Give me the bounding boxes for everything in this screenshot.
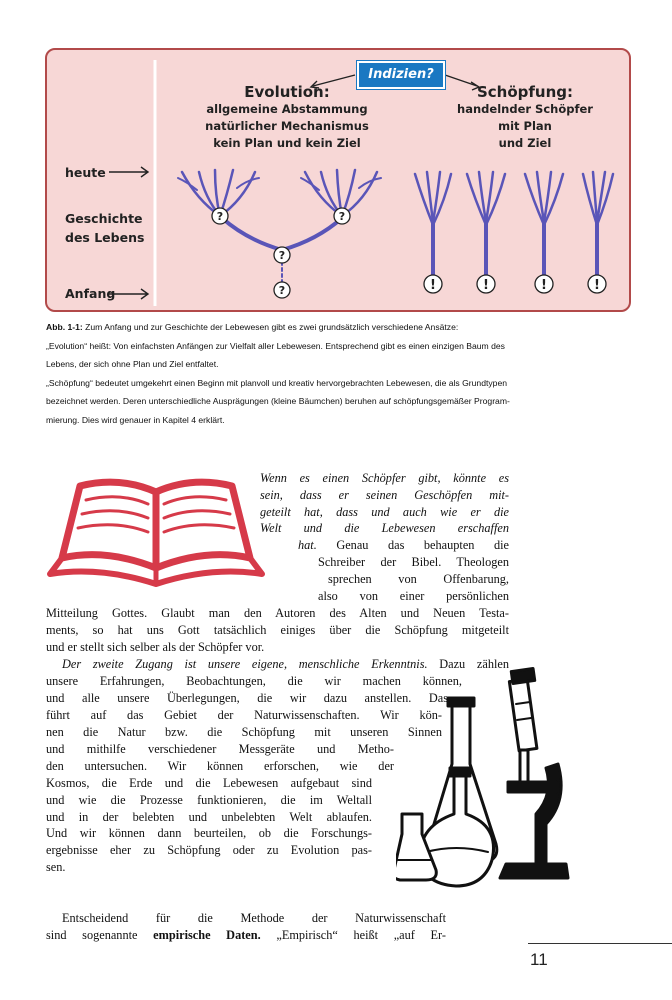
- text-line: [46, 927, 446, 944]
- page-number: 11: [530, 950, 548, 969]
- evolution-tree: [178, 170, 381, 285]
- text-line: Kosmos, die Erde und die Lebewesen aufgebaut sind: [46, 776, 372, 790]
- text-line: sprechen von Offenbarung,: [328, 572, 509, 586]
- figure-panel: [45, 48, 631, 312]
- paragraph-1-top: [260, 470, 509, 537]
- caption-line: Zum Anfang und zur Geschichte der Lebewesen gibt es zwei grundsätzlich verschiedene Ansätze:: [85, 322, 459, 332]
- exclamation-markers: [424, 275, 606, 293]
- text-line: ments, so hat uns Gott tatsächlich einiges über die Schöpfung mitgeteilt: [46, 622, 509, 637]
- creation-tree-4: [583, 172, 613, 275]
- paragraph-3: [46, 910, 446, 944]
- text-line: Welt und die Lebewesen erschaffen: [260, 521, 509, 536]
- exclamation-mark: !: [483, 278, 489, 293]
- text-line: und wie die Prozesse funktionieren, die im Weltall: [46, 792, 372, 807]
- indizien-badge: Indizien?: [357, 61, 445, 89]
- creation-tree-3: [525, 172, 563, 275]
- figure-caption: [46, 318, 636, 429]
- caption-label: Abb. 1-1:: [46, 322, 83, 332]
- caption-line: Lebens, der sich ohne Plan und Ziel entfaltet.: [46, 359, 219, 369]
- caption-line: bezeichnet werden. Deren unterschiedliche Ausprägungen (kleine Bäumchen) beruhen auf schöpfungsgemäßer Program-: [46, 396, 510, 406]
- schoepfung-line: mit Plan: [498, 119, 552, 133]
- text-line: unsere Erfahrungen, Beobachtungen, die wir machen können,: [46, 674, 462, 688]
- laboratory-icon: [396, 664, 574, 896]
- schoepfung-line: handelnder Schöpfer: [457, 102, 593, 116]
- schoepfung-block: [445, 83, 605, 152]
- text-line: und alle unsere Überlegungen, die wir dazu anstellen. Das: [46, 691, 448, 705]
- text-line: also von einer persönlichen: [318, 589, 509, 603]
- text-line: und in der belebten und unbelebten Welt ablaufen.: [46, 809, 372, 824]
- schoepfung-title: Schöpfung:: [476, 83, 574, 101]
- creation-tree-1: [415, 172, 451, 275]
- text-line: nen die Natur bzw. die Schöpfung mit unseren Sinnen: [46, 724, 442, 739]
- label-heute: heute: [65, 165, 106, 180]
- caption-line: „Evolution“ heißt: Von einfachsten Anfängen zur Vielfalt aller Lebewesen. Entsprechend gibt es einen einzigen Baum des: [46, 340, 505, 351]
- text-line: sein, dass er seinen Geschöpfen mit-: [260, 487, 509, 502]
- paragraph-2-d: [46, 741, 394, 775]
- evolution-line: natürlicher Mechanismus: [205, 119, 369, 133]
- text-italic: Der zweite Zugang ist unsere eigene, menschliche Erkenntnis.: [62, 657, 428, 671]
- exclamation-mark: !: [541, 278, 547, 293]
- creation-tree-2: [467, 172, 505, 275]
- question-mark: ?: [278, 284, 286, 297]
- schoepfung-line: und Ziel: [498, 136, 552, 150]
- text-line: den untersuchen. Wir können erforschen, wie der: [46, 758, 394, 773]
- text-line: Und wir können dann beurteilen, ob die Forschungs-: [46, 826, 372, 841]
- heute-arrow: [109, 167, 148, 177]
- page-rule: [528, 943, 672, 944]
- text-line: Wenn es einen Schöpfer gibt, könnte es: [260, 471, 509, 485]
- text-italic: hat.: [298, 538, 317, 552]
- text-bold: empirische Daten.: [153, 927, 261, 942]
- text-line: Entscheidend für die Methode der Naturwissenschaft: [62, 911, 446, 925]
- paragraph-1-mid4: [318, 588, 509, 605]
- text-run: „Empirisch“ heißt „auf Er-: [276, 927, 446, 942]
- label-geschichte: [65, 209, 144, 247]
- text-run: Genau das behaupten die: [336, 538, 510, 552]
- exclamation-mark: !: [594, 278, 600, 293]
- exclamation-mark: !: [430, 278, 436, 293]
- text-line: ergebnisse eher zu Schöpfung oder zu Evolution pas-: [46, 843, 372, 858]
- text-line: und mithilfe verschiedener Messgeräte und Metho-: [46, 742, 394, 756]
- paragraph-2-c: [46, 707, 442, 741]
- text-line: Mitteilung Gottes. Glaubt man den Autoren des Alten und Neuen Testa-: [46, 606, 509, 620]
- label-anfang: Anfang: [65, 286, 116, 301]
- question-mark: ?: [278, 249, 286, 262]
- evolution-title: Evolution:: [244, 83, 330, 101]
- bible-icon: [40, 470, 272, 600]
- evolution-line: allgemeine Abstammung: [206, 102, 368, 116]
- question-mark: ?: [338, 210, 346, 223]
- text-run: Dazu zählen: [439, 657, 509, 671]
- paragraph-1-mid: [298, 537, 509, 554]
- caption-line: „Schöpfung“ bedeutet umgekehrt einen Beginn mit planvoll und kreativ hervorgebrachten Lebewesen, die als Grundtypen: [46, 377, 508, 388]
- question-markers: [212, 208, 350, 298]
- text-line: [298, 537, 509, 554]
- evolution-line: kein Plan und kein Ziel: [213, 136, 361, 150]
- paragraph-1-mid3: [328, 571, 509, 588]
- evolution-block: [192, 83, 382, 152]
- label-geschichte-1: Geschichte: [65, 211, 143, 226]
- microscope-icon: [500, 669, 568, 878]
- caption-line: mierung. Dies wird genauer in Kapitel 4 erklärt.: [46, 414, 225, 425]
- text-line: sen.: [46, 859, 66, 874]
- paragraph-1-mid2: [318, 554, 509, 571]
- paragraph-2-b: [46, 690, 448, 707]
- text-line: und er stellt sich selber als der Schöpfer vor.: [46, 639, 265, 654]
- text-line: Schreiber der Bibel. Theologen: [318, 555, 509, 569]
- paragraph-1-bottom: [46, 605, 509, 655]
- paragraph-2-e: [46, 775, 372, 876]
- text-line: geteilt hat, dass und auch wie er die: [260, 504, 509, 519]
- question-mark: ?: [216, 210, 224, 223]
- label-geschichte-2: des Lebens: [65, 230, 145, 245]
- creation-trees: [415, 172, 613, 275]
- text-run: sind sogenannte: [46, 927, 138, 942]
- text-line: führt auf das Gebiet der Naturwissenschaften. Wir kön-: [46, 708, 442, 722]
